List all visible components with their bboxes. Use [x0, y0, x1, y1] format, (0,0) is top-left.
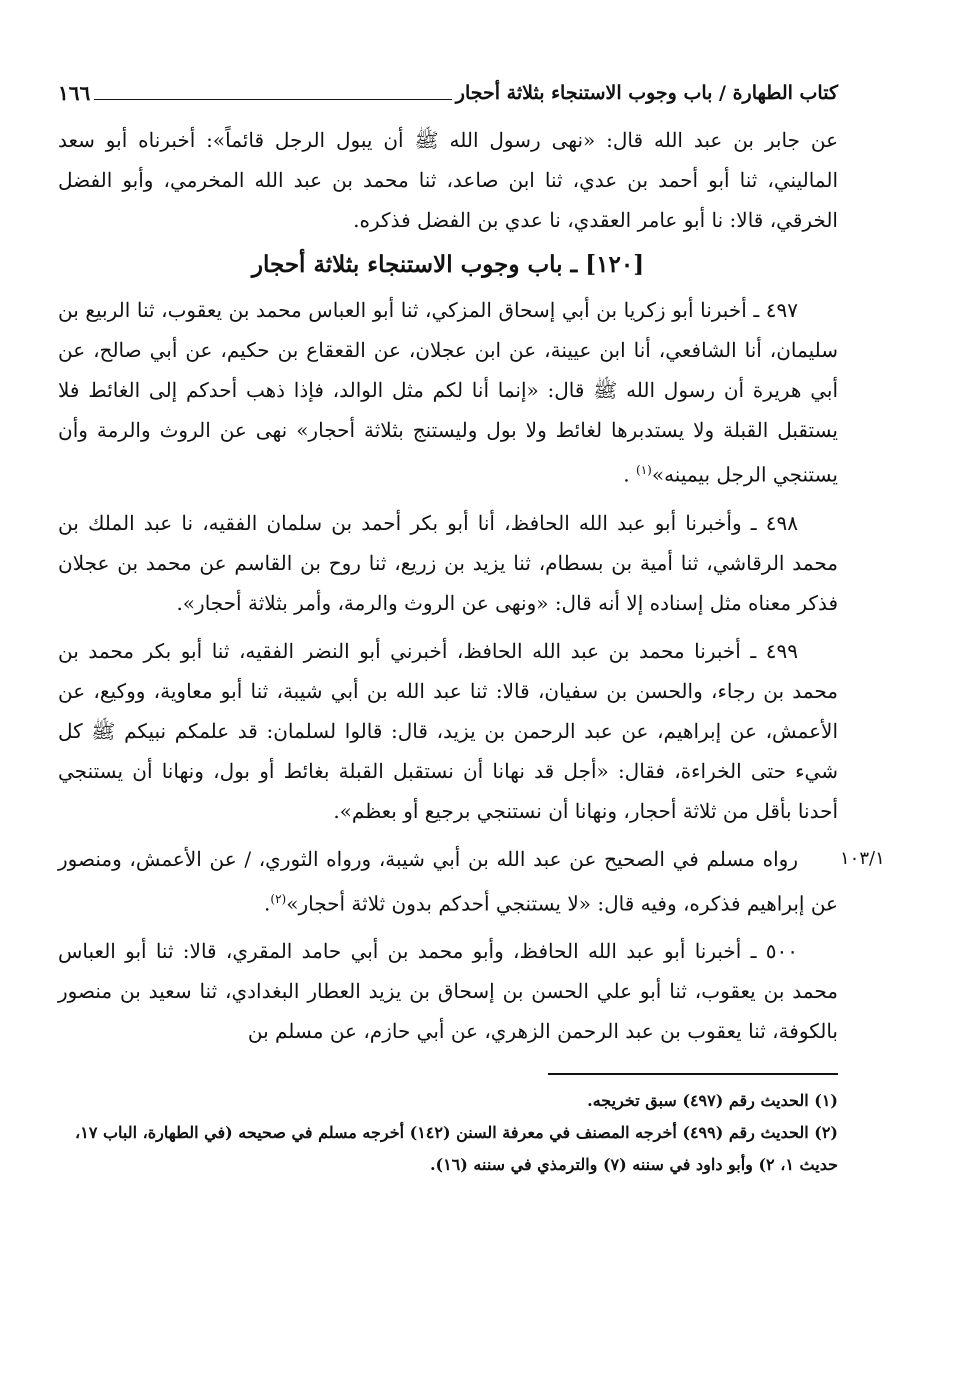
hadith-500: ٥٠٠ ـ أخبرنا أبو عبد الله الحافظ، وأبو محمد بن أبي حامد المقري، قالا: ثنا أبو العباس محمد بن يعقوب، ثنا أبو علي الحسن بن إسحاق بن يزيد العطار البغدادي، ثنا سعيد بن منصور بالكوفة، ثنا يعقوب بن عبد الرحمن الزهري، عن أبي حازم، عن مسلم بن — [58, 939, 838, 1044]
riwayah-paragraph — [58, 839, 838, 924]
intro-paragraph: عن جابر بن عبد الله قال: «نهى رسول الله ﷺ أن يبول الرجل قائماً»: أخبرناه أبو سعد الماليني، ثنا أبو أحمد بن عدي، ثنا ابن صاعد، ثنا محمد بن عبد الله المخرمي، وأبو الفضل الخرقي، قالا: نا أبو عامر العقدي، نا عدي بن الفضل فذكره. — [58, 128, 838, 232]
header-rule — [94, 99, 452, 100]
riwayah-block — [58, 839, 885, 924]
hadith-497 — [58, 290, 838, 495]
book-page — [58, 78, 885, 1181]
footnote-separator — [548, 1073, 838, 1075]
body-text — [58, 120, 885, 1051]
hadith-497-end: . — [623, 462, 630, 487]
page-header — [58, 78, 838, 108]
riwayah-end: . — [264, 891, 271, 916]
footnote-2: (٢) الحديث رقم (٤٩٩) أخرجه المصنف في معرفة السنن (١٤٢) أخرجه مسلم في صحيحه (في الطهارة، الباب ١٧، حديث ١، ٢) وأبو داود في سننه (٧) والترمذي في سننه (١٦). — [75, 1123, 838, 1175]
hadith-497-text: ٤٩٧ ـ أخبرنا أبو زكريا بن أبي إسحاق المزكي، ثنا أبو العباس محمد بن يعقوب، ثنا الربيع بن سليمان، أنا الشافعي، أنا ابن عيينة، عن ابن عجلان، عن القعقاع بن حكيم، عن أبي صالح، عن أبي هريرة أن رسول الله ﷺ قال: «إنما أنا لكم مثل الوالد، فإذا ذهب أحدكم إلى الغائط فلا يستقبل القبلة ولا يستدبرها لغائط ولا بول وليستنج بثلاثة أحجار» نهى عن الروث والرمة وأن يستنجي الرجل بيمينه» — [58, 298, 838, 487]
chapter-heading: [١٢٠] ـ باب وجوب الاستنجاء بثلاثة أحجار — [251, 251, 645, 278]
hadith-499: ٤٩٩ ـ أخبرنا محمد بن عبد الله الحافظ، أخبرني أبو النضر الفقيه، ثنا أبو بكر محمد بن محمد بن رجاء، والحسن بن سفيان، قالا: ثنا عبد الله بن أبي شيبة، ثنا أبو معاوية، ووكيع، عن الأعمش، عن إبراهيم، عن عبد الرحمن بن يزيد، قال: قالوا لسلمان: قد علمكم نبيكم ﷺ كل شيء حتى الخراءة، فقال: «أجل قد نهانا أن نستقبل القبلة بغائط أو بول، ونهانا أن يستنجي أحدنا بأقل من ثلاثة أحجار، ونهانا أن نستنجي برجيع أو بعظم». — [58, 638, 838, 823]
footnote-ref-2: (٢) — [270, 891, 287, 906]
footnotes — [58, 1085, 838, 1181]
footnote-1: (١) الحديث رقم (٤٩٧) سبق تخريجه. — [587, 1091, 838, 1111]
page-number: ١٦٦ — [58, 81, 91, 105]
riwayah-text: رواه مسلم في الصحيح عن عبد الله بن أبي شيبة، ورواه الثوري، / عن الأعمش، ومنصور عن إبراهيم فذكره، وفيه قال: «لا يستنجي أحدكم بدون ثلاثة أحجار» — [58, 846, 838, 916]
margin-reference: ١٠٣/١ — [840, 847, 885, 869]
hadith-498: ٤٩٨ ـ وأخبرنا أبو عبد الله الحافظ، أنا أبو بكر أحمد بن سلمان الفقيه، نا عبد الملك بن محمد الرقاشي، ثنا أمية بن بسطام، ثنا يزيد بن زريع، ثنا روح بن القاسم عن محمد بن عجلان فذكر معناه مثل إسناده إلا أنه قال: «ونهى عن الروث والرمة، وأمر بثلاثة أحجار». — [58, 510, 838, 615]
footnote-ref-1: (١) — [636, 463, 652, 477]
running-title: كتاب الطهارة / باب وجوب الاستنجاء بثلاثة أحجار — [455, 82, 838, 104]
